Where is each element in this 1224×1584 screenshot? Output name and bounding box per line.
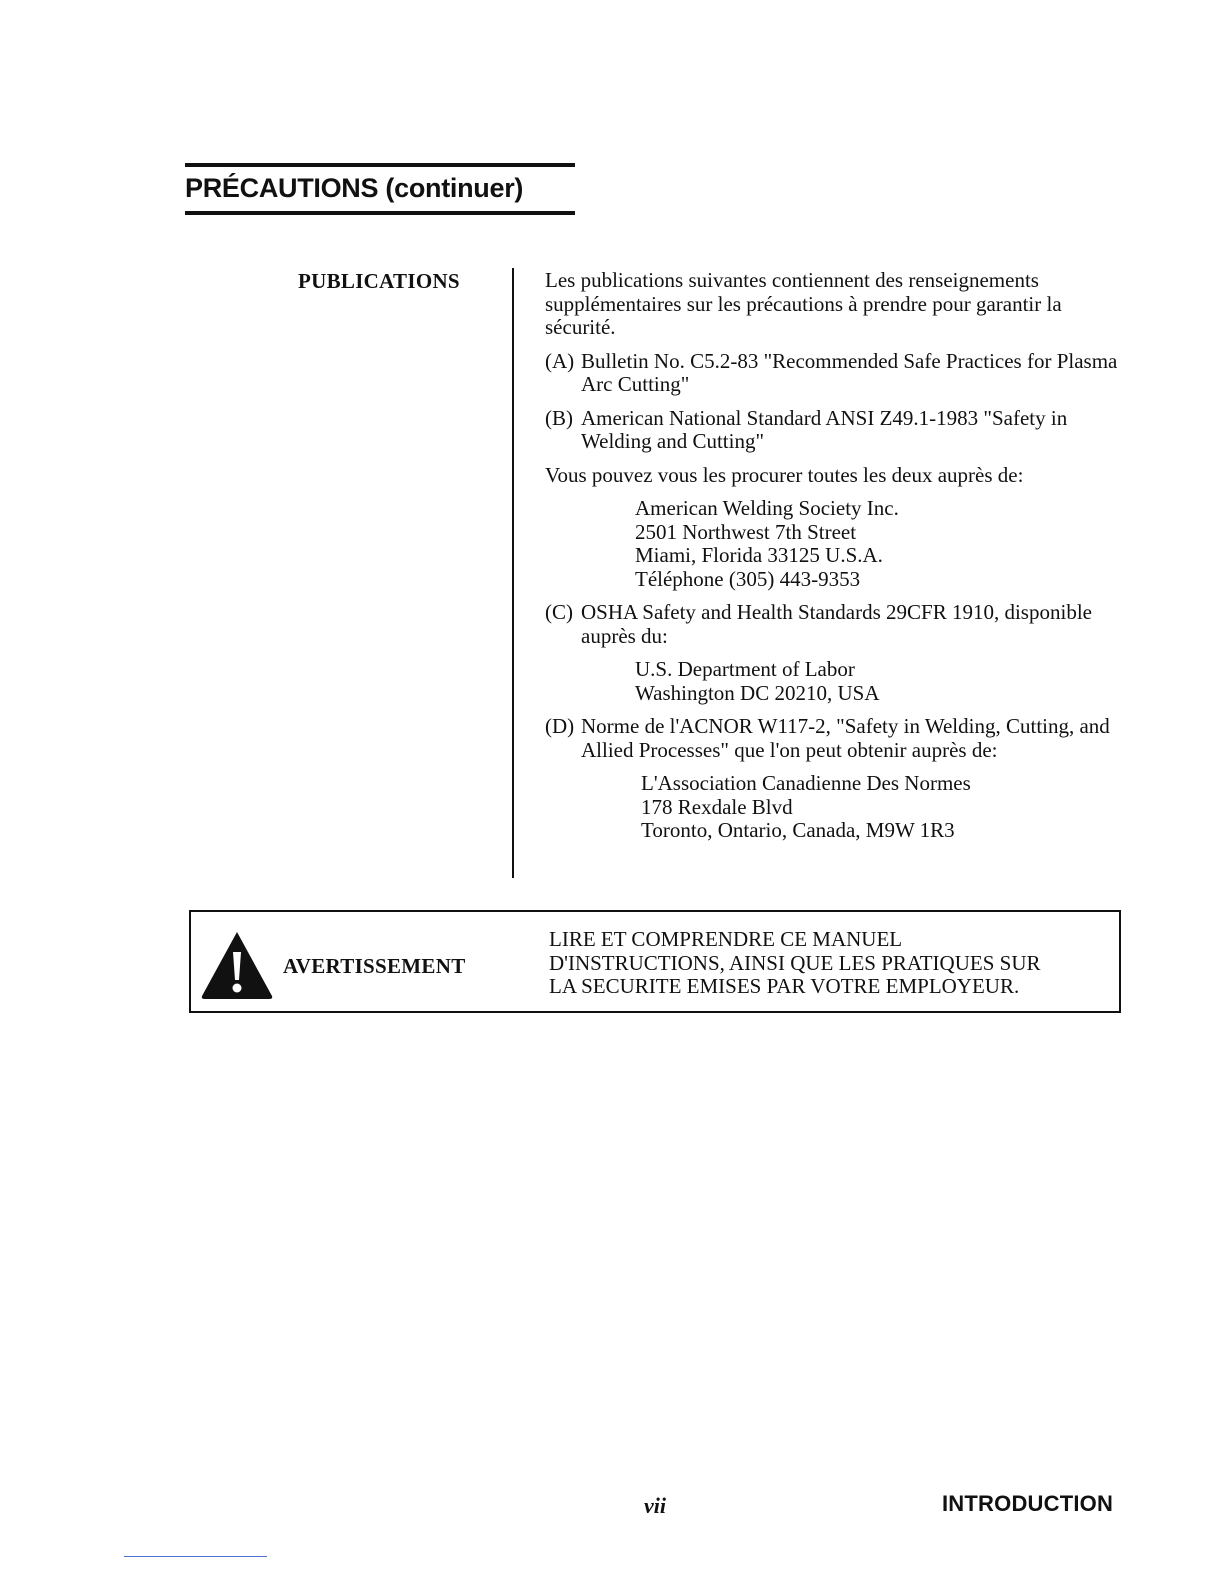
reference-a (545, 350, 1125, 397)
column-divider (512, 268, 514, 878)
reference-text: OSHA Safety and Health Standards 29CFR 1910, disponible auprès du: (581, 600, 1092, 648)
reference-letter: (C) (545, 600, 573, 624)
address-line: American Welding Society Inc. (635, 496, 899, 520)
address-line: 178 Rexdale Blvd (641, 794, 793, 819)
aws-address (545, 497, 1125, 591)
address-line: Toronto, Ontario, Canada, M9W 1R3 (641, 818, 955, 842)
address-line: 2501 Northwest 7th Street (635, 519, 857, 544)
reference-text: Norme de l'ACNOR W117-2, "Safety in Welding, Cutting, and Allied Processes" que l'on peut obtenir auprès de: (581, 714, 1110, 762)
dol-address (545, 658, 1125, 705)
warning-line: LIRE ET COMPRENDRE CE MANUEL (549, 927, 903, 951)
footer-section-title: INTRODUCTION (942, 1491, 1114, 1516)
csa-address (545, 772, 1125, 843)
publications-body (545, 269, 1125, 853)
reference-letter: (D) (545, 714, 575, 738)
address-line: Miami, Florida 33125 U.S.A. (635, 543, 883, 567)
reference-text: Bulletin No. C5.2-83 "Recommended Safe Practices for Plasma Arc Cutting" (581, 348, 1118, 396)
footer-divider (124, 1556, 267, 1557)
warning-label: AVERTISSEMENT (283, 954, 466, 978)
reference-d (545, 715, 1125, 762)
reference-letter: (A) (545, 348, 575, 373)
warning-line: LA SECURITE EMISES PAR VOTRE EMPLOYEUR. (549, 974, 1020, 998)
reference-letter: (B) (545, 405, 573, 430)
warning-line: D'INSTRUCTIONS, AINSI QUE LES PRATIQUES SUR (549, 950, 1041, 975)
page-number: vii (644, 1493, 666, 1518)
address-line: U.S. Department of Labor (635, 657, 855, 681)
warning-text (549, 928, 1041, 999)
page-title-rule (185, 163, 575, 215)
publications-intro: Les publications suivantes contiennent des renseignements supplémentaires sur les précautions à prendre pour garantir la sécurité. (545, 268, 1062, 339)
address-line: Washington DC 20210, USA (635, 680, 880, 705)
reference-text: American National Standard ANSI Z49.1-1983 "Safety in Welding and Cutting" (581, 405, 1068, 453)
reference-b (545, 407, 1125, 454)
page-title: PRÉCAUTIONS (continuer) (185, 173, 524, 203)
warning-box (189, 910, 1121, 1013)
address-line: Téléphone (305) 443-9353 (635, 566, 861, 591)
reference-c (545, 601, 1125, 648)
address-line: L'Association Canadienne Des Normes (641, 771, 971, 795)
warning-triangle-icon (199, 928, 275, 1002)
publications-label: PUBLICATIONS (298, 269, 460, 293)
obtain-text: Vous pouvez vous les procurer toutes les deux auprès de: (545, 462, 1024, 487)
